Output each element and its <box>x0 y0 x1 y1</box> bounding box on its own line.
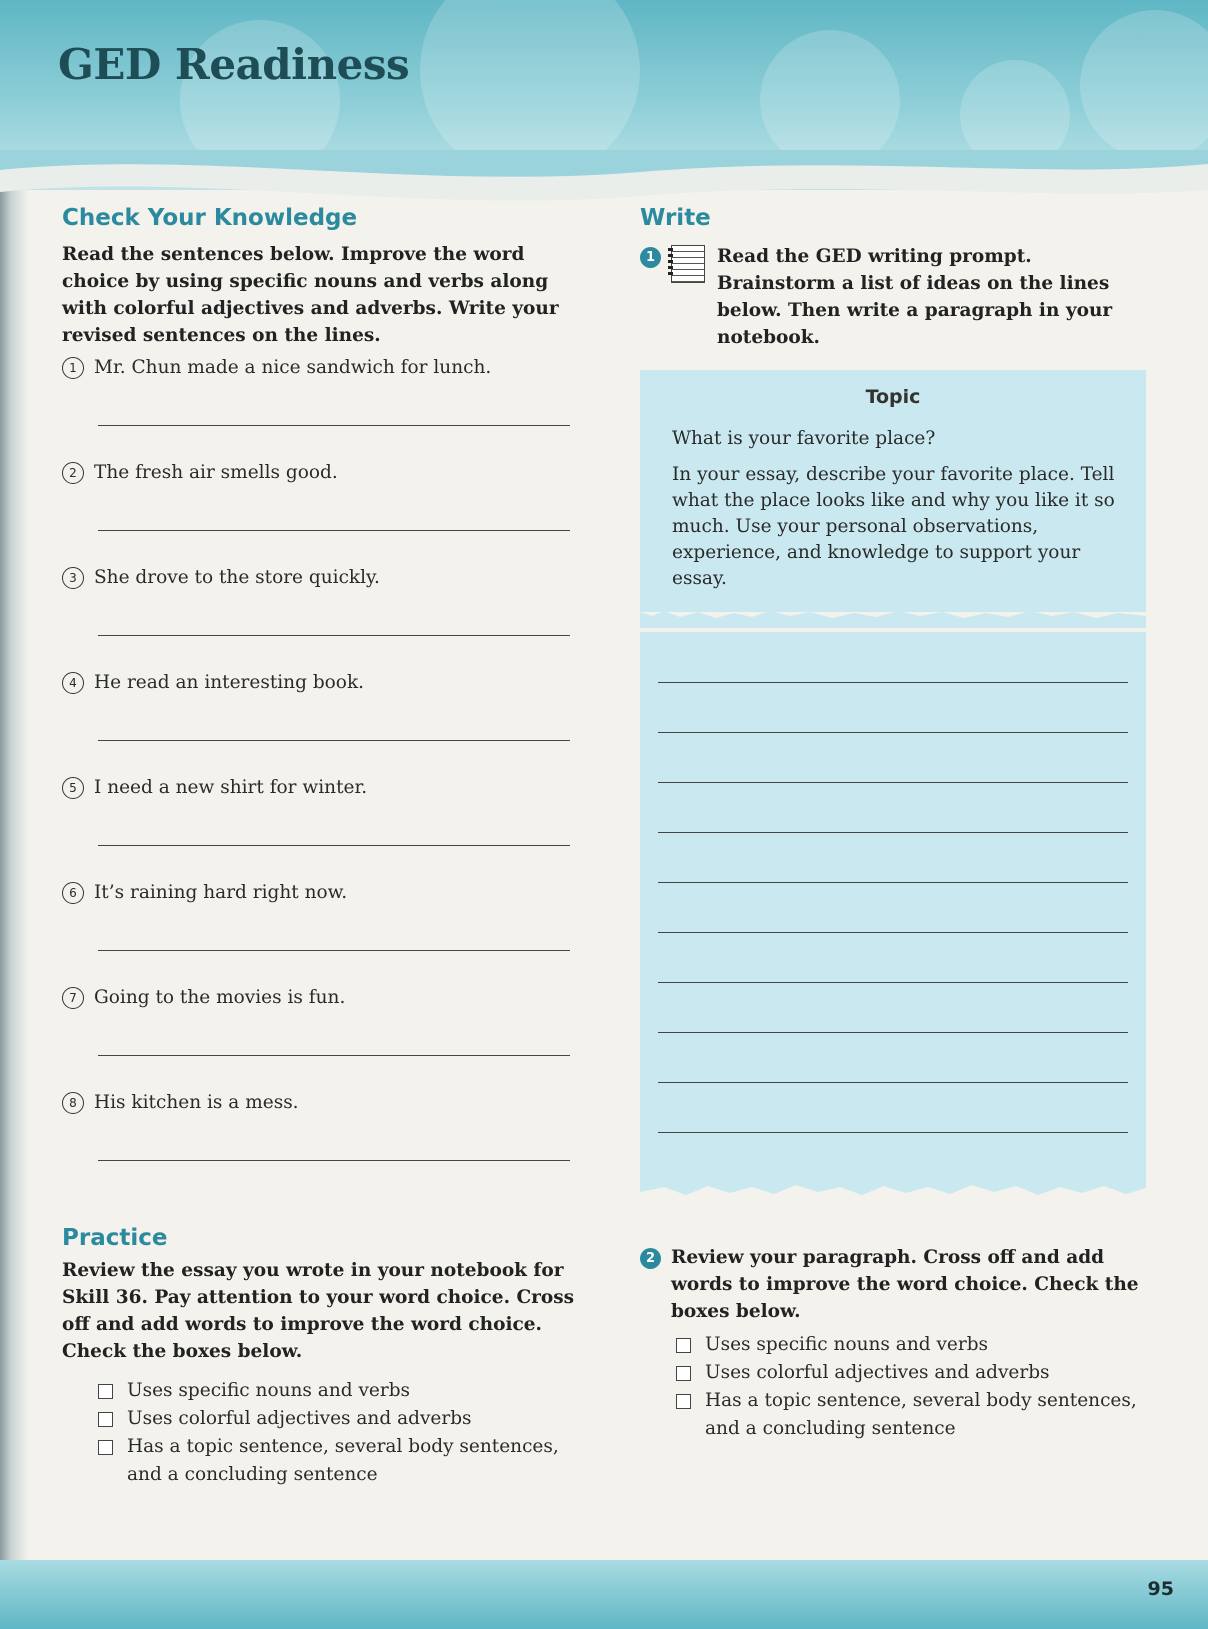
write-section <box>640 205 1140 351</box>
item-number: 5 <box>62 777 84 799</box>
sentence-text: She drove to the store quickly. <box>94 567 380 588</box>
check-knowledge-heading: Check Your Knowledge <box>62 205 358 231</box>
sentence-item <box>62 985 572 1090</box>
checklist-item <box>98 1405 582 1433</box>
item-number: 2 <box>62 462 84 484</box>
checkbox[interactable] <box>98 1412 113 1427</box>
topic-box <box>640 370 1146 612</box>
write-line[interactable] <box>658 832 1128 833</box>
answer-line[interactable] <box>98 845 570 846</box>
checklist-label: Uses colorful adjectives and adverbs <box>127 1408 472 1429</box>
write-line[interactable] <box>658 682 1128 683</box>
practice-heading: Practice <box>62 1225 168 1251</box>
check-knowledge-instructions: Read the sentences below. Improve the word choice by using specific nouns and verbs along with colorful adjectives and adverbs. Write your revised sentences on the lines. <box>62 244 559 346</box>
answer-line[interactable] <box>98 1160 570 1161</box>
sentence-list <box>62 355 572 1195</box>
checklist-label: Uses colorful adjectives and adverbs <box>705 1362 1050 1383</box>
checklist-label: Has a topic sentence, several body sentences, and a concluding sentence <box>127 1436 559 1485</box>
write-line[interactable] <box>658 782 1128 783</box>
write-line[interactable] <box>658 1132 1128 1133</box>
notebook-icon <box>671 245 705 283</box>
item-number: 8 <box>62 1092 84 1114</box>
checkbox[interactable] <box>98 1440 113 1455</box>
step-2-row <box>640 1244 1140 1325</box>
sentence-item <box>62 565 572 670</box>
topic-title: Topic <box>865 386 921 408</box>
checkbox[interactable] <box>98 1384 113 1399</box>
write-step-1 <box>640 243 1140 351</box>
checkbox[interactable] <box>676 1394 691 1409</box>
practice-section <box>62 1225 582 1489</box>
checklist-item <box>98 1377 582 1405</box>
practice-instructions: Review the essay you wrote in your notebook for Skill 36. Pay attention to your word choice. Cross off and add words to improve the word choice. Check the boxes below. <box>62 1260 575 1362</box>
checkbox[interactable] <box>676 1338 691 1353</box>
write-line[interactable] <box>658 882 1128 883</box>
checklist-label: Uses specific nouns and verbs <box>127 1380 411 1401</box>
checklist-label: Uses specific nouns and verbs <box>705 1334 989 1355</box>
checklist-item <box>676 1331 1140 1359</box>
answer-line[interactable] <box>98 740 570 741</box>
torn-edge <box>640 608 1146 628</box>
sentence-text: The fresh air smells good. <box>94 462 338 483</box>
page-number: 95 <box>1147 1578 1174 1600</box>
write-line[interactable] <box>658 1032 1128 1033</box>
step-2-checklist <box>640 1331 1140 1443</box>
sentence-text: Mr. Chun made a nice sandwich for lunch. <box>94 357 492 378</box>
item-number: 7 <box>62 987 84 1009</box>
checklist-item <box>98 1433 582 1489</box>
answer-line[interactable] <box>98 425 570 426</box>
write-line[interactable] <box>658 1082 1128 1083</box>
brainstorm-lines-box <box>640 632 1146 1184</box>
step-2-text: Review your paragraph. Cross off and add words to improve the word choice. Check the boxes below. <box>671 1247 1139 1322</box>
checkbox[interactable] <box>676 1366 691 1381</box>
page-title: GED Readiness <box>58 40 410 89</box>
sentence-text: He read an interesting book. <box>94 672 365 693</box>
sentence-text: His kitchen is a mess. <box>94 1092 299 1113</box>
write-step-2 <box>640 1244 1140 1443</box>
item-number: 6 <box>62 882 84 904</box>
answer-line[interactable] <box>98 530 570 531</box>
sentence-text: I need a new shirt for winter. <box>94 777 368 798</box>
answer-line[interactable] <box>98 635 570 636</box>
answer-line[interactable] <box>98 950 570 951</box>
sentence-text: Going to the movies is fun. <box>94 987 346 1008</box>
page-binding-shadow <box>0 0 28 1629</box>
item-number: 3 <box>62 567 84 589</box>
sentence-item <box>62 460 572 565</box>
topic-body: In your essay, describe your favorite place. Tell what the place looks like and why you like it so much. Use your personal observations, experience, and knowledge to support your essay. <box>672 464 1115 589</box>
step-1-text: Read the GED writing prompt. Brainstorm a list of ideas on the lines below. Then write a paragraph in your notebook. <box>717 246 1113 348</box>
practice-checklist <box>62 1377 582 1489</box>
write-line[interactable] <box>658 932 1128 933</box>
answer-line[interactable] <box>98 1055 570 1056</box>
item-number: 4 <box>62 672 84 694</box>
sentence-item <box>62 775 572 880</box>
sentence-item <box>62 1090 572 1195</box>
step-number: 2 <box>640 1248 661 1269</box>
sentence-item <box>62 880 572 985</box>
sentence-text: It’s raining hard right now. <box>94 882 348 903</box>
item-number: 1 <box>62 357 84 379</box>
torn-edge-bottom <box>640 1180 1146 1200</box>
checklist-label: Has a topic sentence, several body sentences, and a concluding sentence <box>705 1390 1137 1439</box>
checklist-item <box>676 1387 1140 1443</box>
sentence-item <box>62 355 572 460</box>
write-line[interactable] <box>658 982 1128 983</box>
write-heading: Write <box>640 205 711 231</box>
topic-question: What is your favorite place? <box>672 428 936 449</box>
write-line[interactable] <box>658 732 1128 733</box>
step-number: 1 <box>640 247 661 268</box>
checklist-item <box>676 1359 1140 1387</box>
check-knowledge-section <box>62 205 572 1195</box>
sentence-item <box>62 670 572 775</box>
footer-banner <box>0 1560 1208 1629</box>
